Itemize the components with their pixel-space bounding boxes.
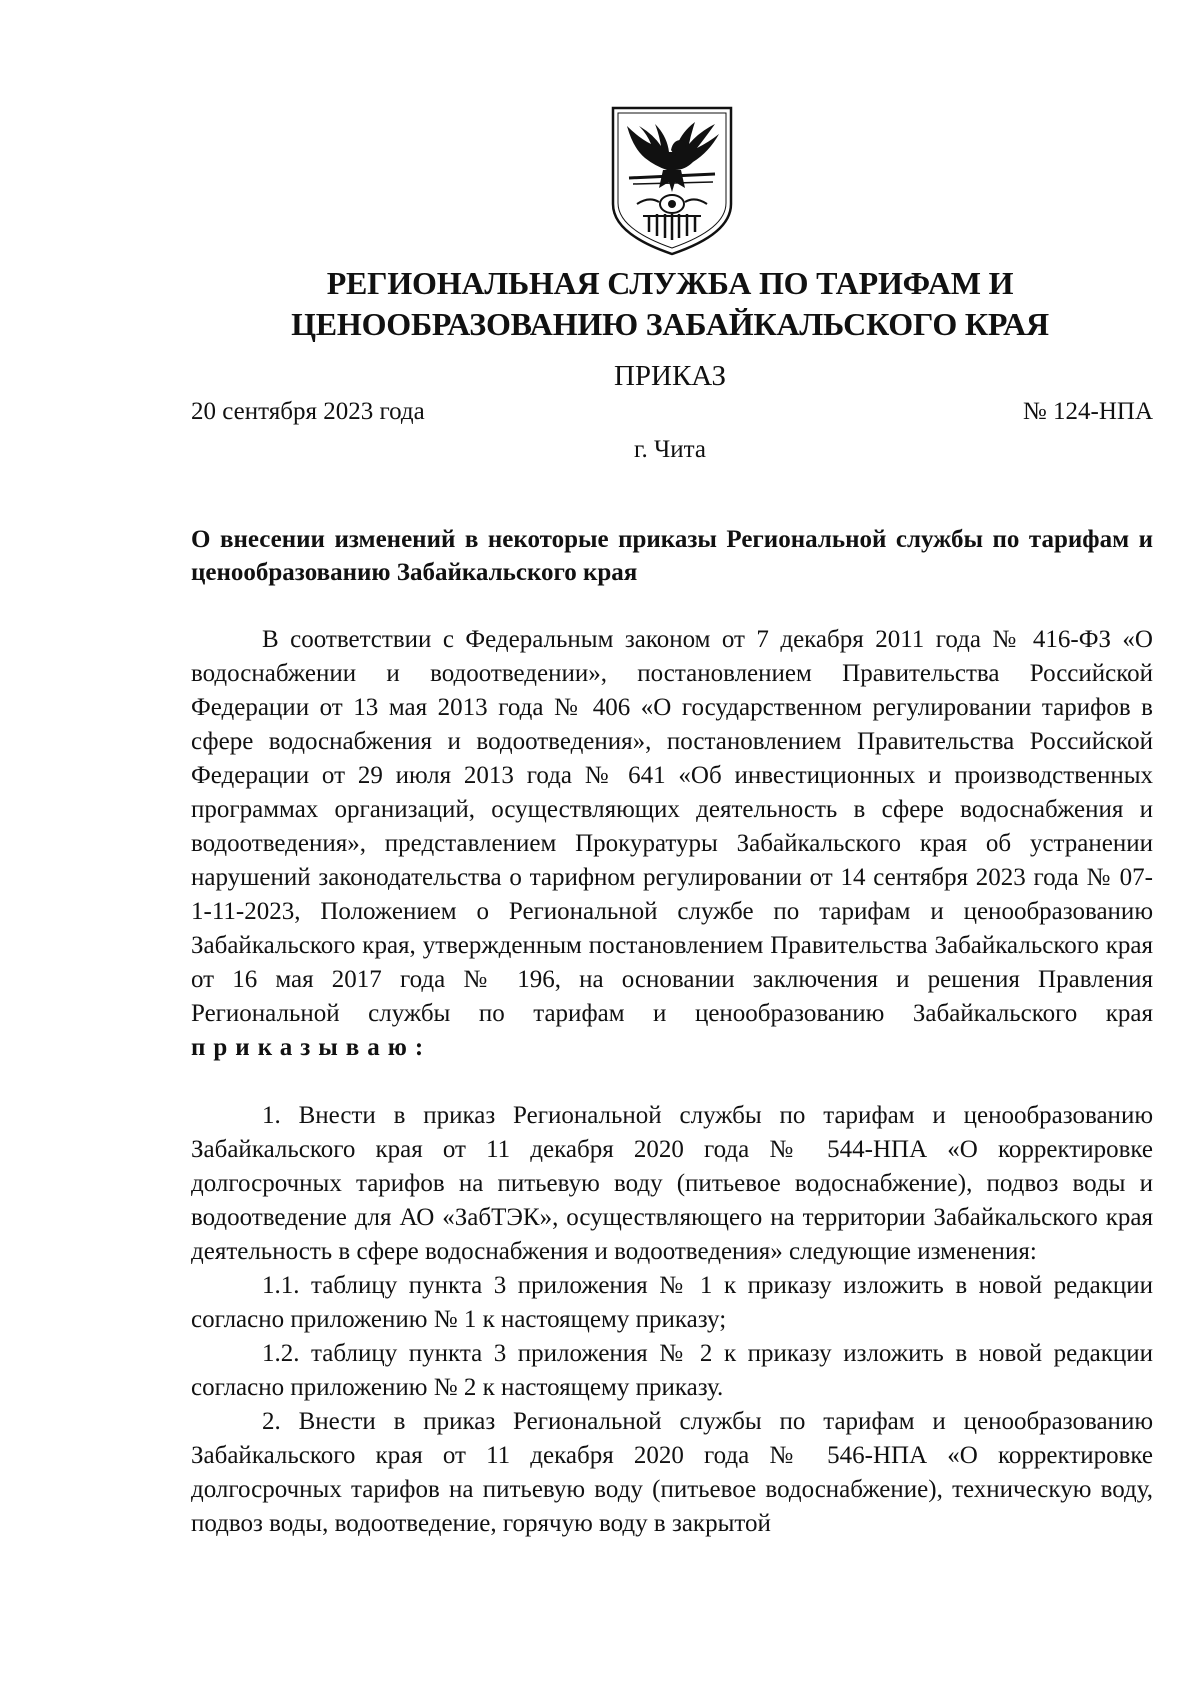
item-1: 1. Внести в приказ Региональной службы по тарифам и ценообразованию Забайкальского края от 11 декабря 2020 года № 544-НПА «О корректировке долгосрочных тарифов на питьевую воду (питьевое водоснабжение), подвоз воды и водоотведение для АО «ЗабТЭК», осуществляющего на территории Забайкальского края деятельность в сфере водоснабжения и водоотведения» следующие изменения: (191, 1102, 1153, 1265)
order-word: приказываю: (191, 1034, 432, 1061)
document-type-title: ПРИКАЗ (613, 360, 727, 392)
item-1-1: 1.1. таблицу пункта 3 приложения № 1 к приказу изложить в новой редакции согласно приложению № 1 к настоящему приказу; (191, 1272, 1153, 1333)
agency-name (190, 263, 1150, 345)
document-city: г. Чита (634, 436, 706, 463)
item-1-2: 1.2. таблицу пункта 3 приложения № 2 к приказу изложить в новой редакции согласно приложению № 2 к настоящему приказу. (191, 1340, 1153, 1401)
agency-line-1: РЕГИОНАЛЬНАЯ СЛУЖБА ПО ТАРИФАМ И (326, 265, 1014, 301)
document-date: 20 сентября 2023 года (191, 398, 425, 425)
agency-line-2: ЦЕНООБРАЗОВАНИЮ ЗАБАЙКАЛЬСКОГО КРАЯ (291, 306, 1049, 342)
document-subject: О внесении изменений в некоторые приказы Региональной службы по тарифам и ценообразованию Забайкальского края (191, 526, 1153, 586)
document-number: № 124-НПА (1022, 398, 1153, 425)
zabaikalsky-krai-coat-of-arms-icon (609, 104, 735, 256)
document-body (191, 623, 1153, 1541)
preamble-paragraph (191, 623, 1153, 1065)
item-2: 2. Внести в приказ Региональной службы по тарифам и ценообразованию Забайкальского края от 11 декабря 2020 года № 546-НПА «О корректировке долгосрочных тарифов на питьевую воду (питьевое водоснабжение), техническую воду, подвоз воды, водоотведение, горячую воду в закрытой (191, 1408, 1153, 1537)
preamble-text: В соответствии с Федеральным законом от 7 декабря 2011 года № 416-ФЗ «О водоснабжении и водоотведении», постановлением Правительства Российской Федерации от 13 мая 2013 года № 406 «О государственном регулировании тарифов в сфере водоснабжения и водоотведения», постановлением Правительства Российской Федерации от 29 июля 2013 года № 641 «Об инвестиционных и производственных программах организаций, осуществляющих деятельность в сфере водоснабжения и водоотведения», представлением Прокуратуры Забайкальского края об устранении нарушений законодательства о тарифном регулировании от 14 сентября 2023 года № 07-1-11-2023, Положением о Региональной службе по тарифам и ценообразованию Забайкальского края, утвержденным постановлением Правительства Забайкальского края от 16 мая 2017 года № 196, на основании заключения и решения Правления Региональной службы по тарифам и ценообразованию Забайкальского края (191, 626, 1153, 1027)
